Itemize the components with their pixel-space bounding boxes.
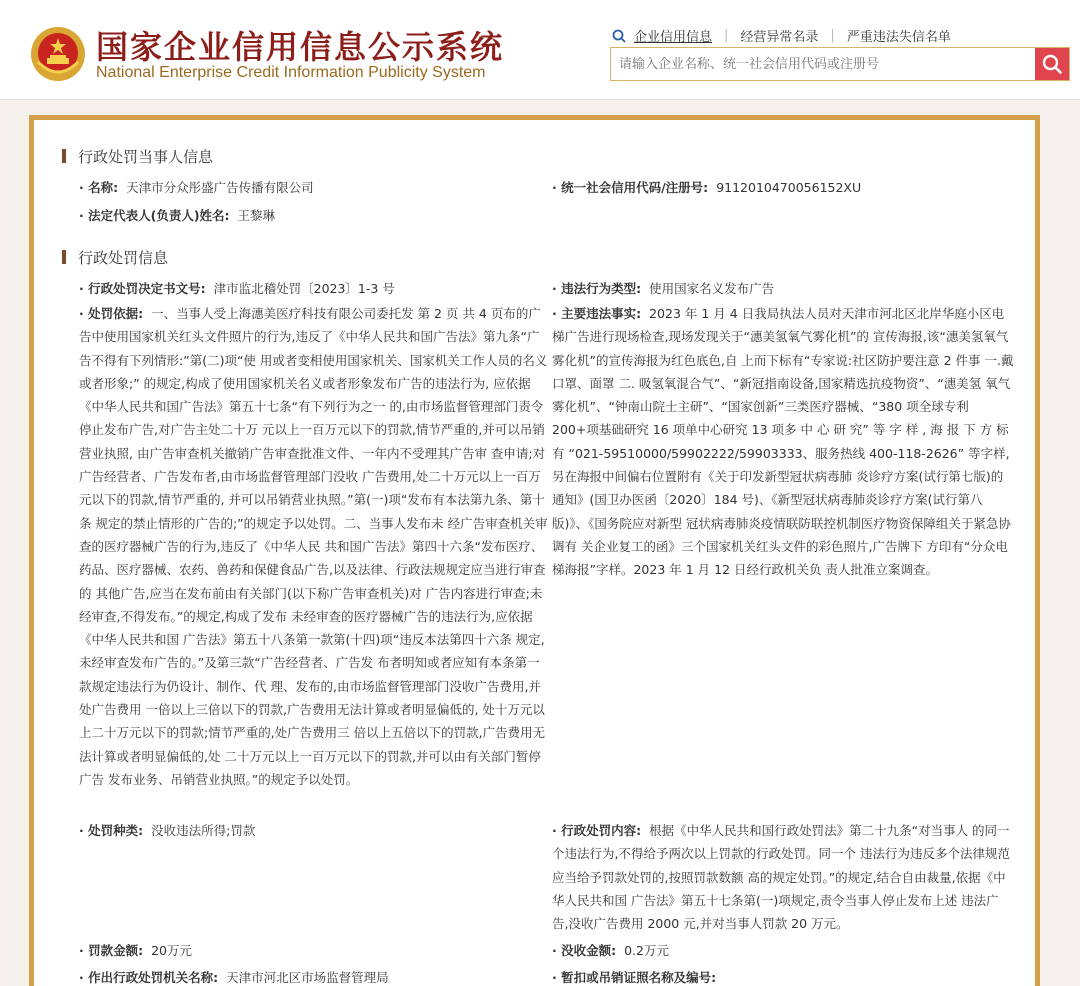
search-input[interactable] <box>611 48 1035 80</box>
field-license <box>552 966 724 986</box>
field-name <box>79 176 314 199</box>
field-value: 一、当事人受上海潓美医疗科技有限公司委托发 第 2 页 共 4 页布的广告中使用国家机关红头文件照片的行为,违反了《中华人民共和国广告法》第九条“广告不得有下列情形:”第(二)项“使 用或者变相使用国家机关、国家机关工作人员的名义或者形象;” 的规定,构成了使用国家机关名义或者形象发布广告的违法行为, 应依据《中华人民共和国广告法》第五十七条“有下列行为之一 的,由市场监督管理部门责令停止发布广告,对广告主处二十万 元以上一百万元以下的罚款,情节严重的,并可以吊销营业执照, 由广告审查机关撤销广告审查批准文件、一年内不受理其广告审 查申请;对广告经营者、广告发布者,由市场监督管理部门没收 广告费用,处二十万元以上一百万元以下的罚款,情节严重的, 并可以吊销营业执照。”第(一)项“发布有本法第九条、第十条 规定的禁止情形的广告的;”的规定予以处罚。二、当事人发布未 经广告审查机关审查的医疗器械广告的行为,违反了《中华人民 共和国广告法》第四十六条“发布医疗、药品、医疗器械、农药、兽药和保健食品广告,以及法律、行政法规规定应当进行审查的 其他广告,应当在发布前由有关部门(以下称广告审查机关)对 广告内容进行审查;未经审查,不得发布。”的规定,构成了发布 未经审查的医疗器械广告的违法行为,应依据《中华人民共和国 广告法》第五十八条第一款第(十四)项“违反本法第四十六条 规定,未经审查发布广告的。”及第三款“广告经营者、广告发 布者明知或者应知有本条第一款规定违法行为仍设计、制作、代 理、发布的,由市场监督管理部门没收广告费用,并处广告费用 一倍以上三倍以下的罚款,广告费用无法计算或者明显偏低的, 处十万元以上二十万元以下的罚款;情节严重的,处广告费用三 倍以上五倍以下的罚款,广告费用无法计算或者明显偏低的,处 二十万元以上一百万元以下的罚款,并可以由有关部门暂停广告 发布业务、吊销营业执照。”的规定予以处罚。 <box>79 306 548 787</box>
field-violation-type <box>552 277 774 300</box>
field-basis <box>79 302 549 791</box>
field-label: · 违法行为类型: <box>552 281 641 296</box>
field-label: · 处罚依据: <box>79 306 143 321</box>
nav-dishonest-list[interactable]: 严重违法失信名单 <box>846 30 951 45</box>
field-value: 王黎琳 <box>237 208 276 223</box>
field-authority <box>79 966 389 986</box>
field-value: 2023 年 1 月 4 日我局执法人员对天津市河北区北岸华庭小区电梯广告进行现场检查,现场发现关于“潓美氢氧气雾化机”的 宣传海报,该“潓美氢氧气雾化机”的宣传海报为红色底色,自 上而下标有“专家说:社区防护要注意 2 件事 一.戴口罩、面罩 二. 吸氢氧混合气”、“新冠指南设备,国家精选抗疫物资”、“潓美氢 氧气雾化机”、“钟南山院士主研”、“国家创新”三类医疗器械、“380 项全球专利 200+项基础研究 16 项单中心研究 13 项多 中 心 研 究” 等 字 样 , 海 报 下 方 标 有 “021-59510000/59902222/59903333、服务热线 400-118-2626” 等字样,另在海报中间偏右位置附有《关于印发新型冠状病毒肺 炎诊疗方案(试行第七版)的通知》(国卫办医函〔2020〕184 号)、《新型冠状病毒肺炎诊疗方案(试行第八版)》、《国务院应对新型 冠状病毒肺炎疫情联防联控机制医疗物资保障组关于紧急协调有 关企业复工的函》三个国家机关红头文件的彩色照片,广告牌下 方印有“分众电梯海报”字样。2023 年 1 月 12 日经行政机关负 责人批准立案调查。 <box>552 306 1014 578</box>
field-label: · 没收金额: <box>552 943 616 958</box>
field-penalty-type <box>79 819 255 842</box>
nav-separator: | <box>724 28 729 43</box>
search-button[interactable] <box>1035 48 1069 80</box>
field-value: 9112010470056152XU <box>716 180 862 195</box>
field-label: · 处罚种类: <box>79 823 143 838</box>
field-value: 使用国家名义发布广告 <box>649 281 775 296</box>
field-fine-amount <box>79 939 192 962</box>
field-label: · 罚款金额: <box>79 943 143 958</box>
field-label: · 名称: <box>79 180 118 195</box>
field-label: · 主要违法事实: <box>552 306 641 321</box>
field-label: · 作出行政处罚机关名称: <box>79 970 218 985</box>
site-title: 国家企业信用信息公示系统 <box>96 28 505 66</box>
field-value: 天津市河北区市场监督管理局 <box>226 970 389 985</box>
national-emblem-icon <box>30 26 86 82</box>
field-penalty-content <box>552 819 1014 935</box>
search-bar <box>610 47 1070 81</box>
field-credit-code <box>552 176 861 199</box>
field-value: 天津市分众彤盛广告传播有限公司 <box>126 180 314 195</box>
search-icon <box>1041 53 1063 75</box>
top-nav <box>612 26 951 45</box>
field-label: · 暂扣或吊销证照名称及编号: <box>552 970 716 985</box>
section-title-party: 行政处罚当事人信息 <box>62 146 213 167</box>
nav-abnormal-list[interactable]: 经营异常名录 <box>740 30 819 45</box>
field-value: 根据《中华人民共和国行政处罚法》第二十九条“对当事人 的同一个违法行为,不得给予两次以上罚款的行政处罚。同一个 违法行为违反多个法律规范应当给予罚款处罚的,按照罚款数额 高的规定处罚。”的规定,结合自由裁量,依据《中华人民共和国 广告法》第五十七条第(一)项规定,责令当事人停止发布上述 违法广告,没收广告费用 2000 元,并对当事人罚款 20 万元。 <box>552 823 1010 932</box>
site-header <box>0 0 1080 100</box>
field-decision-no <box>79 277 395 300</box>
field-label: · 行政处罚内容: <box>552 823 641 838</box>
nav-enterprise-credit[interactable]: 企业信用信息 <box>634 30 713 45</box>
field-value: 0.2万元 <box>624 943 669 958</box>
field-value: 津市监北稽处罚〔2023〕1-3 号 <box>213 281 395 296</box>
field-label: · 统一社会信用代码/注册号: <box>552 180 708 195</box>
field-label: · 法定代表人(负责人)姓名: <box>79 208 230 223</box>
section-title-penalty: 行政处罚信息 <box>62 247 168 268</box>
field-main-facts <box>552 302 1014 582</box>
search-icon <box>612 29 626 43</box>
field-label: · 行政处罚决定书文号: <box>79 281 206 296</box>
content-panel <box>29 115 1040 986</box>
field-confiscation-amount <box>552 939 669 962</box>
field-value: 没收违法所得;罚款 <box>151 823 256 838</box>
field-legal-rep <box>79 204 275 227</box>
nav-separator: | <box>830 28 835 43</box>
site-subtitle: National Enterprise Credit Information Publicity System <box>96 64 486 81</box>
field-value: 20万元 <box>151 943 193 958</box>
